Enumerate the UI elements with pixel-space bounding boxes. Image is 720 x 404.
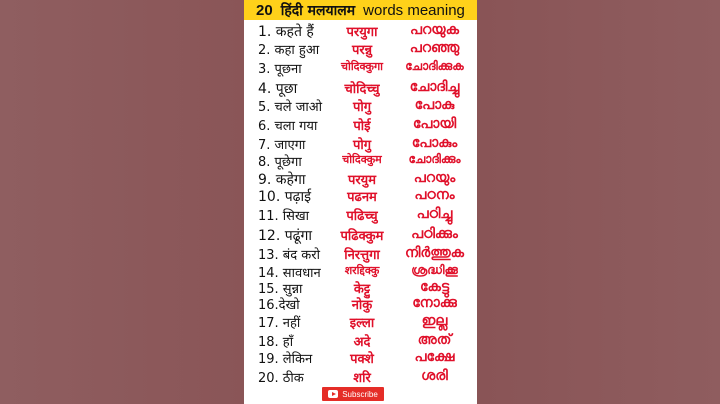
hindi-word: 17. नहीं [258, 316, 301, 331]
blurred-background-left [0, 0, 244, 404]
malayalam-word: പോകും [411, 135, 458, 151]
list-item [244, 152, 477, 170]
transliteration-word: शरि [353, 371, 371, 386]
malayalam-word: പറയും [413, 170, 456, 186]
subscribe-label: Subscribe [342, 389, 378, 399]
transliteration-word: पढिक्कुम [340, 229, 384, 244]
hindi-word: 4. पूछा [258, 81, 298, 97]
transliteration-word: केट्टु [353, 282, 371, 297]
malayalam-word: പക്ഷേ [414, 349, 455, 365]
malayalam-word: കേട്ടു [419, 279, 450, 295]
malayalam-word: ശ്രദ്ധിക്കൂ [411, 263, 458, 277]
transliteration-word: नोकु [351, 298, 373, 313]
subscribe-button[interactable] [321, 386, 385, 402]
hindi-word: 8. पूछेगा [258, 155, 302, 170]
transliteration-word: पोगु [352, 138, 372, 153]
malayalam-word: ഇല്ല [421, 313, 448, 329]
list-item [244, 22, 477, 40]
vocabulary-card [244, 0, 477, 404]
malayalam-word: ചോദിച്ചു [409, 79, 460, 95]
list-item [244, 79, 477, 97]
transliteration-word: पक्शे [350, 352, 374, 367]
hindi-word: 16.देखो [258, 298, 300, 313]
banner-count: 20 [256, 1, 273, 19]
malayalam-word: അത് [417, 332, 452, 348]
blurred-background-right [477, 0, 720, 404]
list-item [244, 59, 477, 77]
hindi-word: 5. चले जाओ [258, 100, 323, 115]
hindi-word: 9. कहेगा [258, 172, 306, 188]
malayalam-word: പഠിച്ചു [416, 206, 453, 222]
hindi-word: 3. पूछना [258, 62, 302, 77]
list-item [244, 116, 477, 134]
malayalam-word: പഠിക്കും [411, 226, 458, 242]
title-banner [244, 0, 477, 20]
list-item [244, 245, 477, 263]
hindi-word: 6. चला गया [258, 119, 318, 134]
list-item [244, 349, 477, 367]
malayalam-word: നോക്കു [412, 295, 457, 311]
hindi-word: 7. जाएगा [258, 138, 306, 153]
transliteration-word: चोदिक्कुम [342, 153, 382, 166]
transliteration-word: पढनम [347, 190, 377, 205]
hindi-word: 13. बंद करो [258, 248, 320, 263]
transliteration-word: परन्नु [351, 43, 373, 58]
transliteration-word: अदे [353, 335, 371, 350]
youtube-play-icon [328, 390, 338, 398]
transliteration-word: पोई [353, 119, 371, 134]
transliteration-word: चोदिच्चु [344, 82, 380, 97]
list-item [244, 170, 477, 188]
list-item [244, 135, 477, 153]
hindi-word: 14. सावधान [258, 266, 321, 281]
malayalam-word: നിർത്തുക [404, 245, 465, 261]
transliteration-word: शरद्दिक्कु [344, 264, 380, 277]
transliteration-word: इल्ला [349, 316, 375, 331]
banner-english: words meaning [363, 1, 465, 19]
banner-hindi: हिंदी मलयालम [280, 2, 356, 19]
hindi-word: 20. ठीक [258, 371, 304, 386]
list-item [244, 97, 477, 115]
hindi-word: 18. हाँ [258, 335, 294, 350]
transliteration-word: चोदिक्कुगा [340, 60, 383, 73]
hindi-word: 12. पढूंगा [258, 228, 313, 244]
transliteration-word: परयुगा [346, 25, 378, 40]
list-item [244, 332, 477, 350]
malayalam-word: പോയി [412, 116, 457, 132]
transliteration-word: निरत्तुगा [344, 248, 380, 263]
hindi-word: 10. पढ़ाई [258, 189, 312, 205]
malayalam-word: പറഞ്ഞു [409, 40, 460, 56]
list-item [244, 295, 477, 313]
list-item [244, 368, 477, 386]
list-item [244, 40, 477, 58]
list-item [244, 313, 477, 331]
malayalam-word: പറയുക [410, 22, 459, 38]
hindi-word: 19. लेकिन [258, 352, 313, 367]
hindi-word: 2. कहा हुआ [258, 43, 320, 58]
hindi-word: 15. सुन्ना [258, 282, 303, 297]
malayalam-word: പഠനം [414, 187, 455, 203]
malayalam-word: ശരി [421, 368, 448, 384]
transliteration-word: पढिच्चु [346, 209, 378, 224]
list-item [244, 187, 477, 205]
malayalam-word: ചോദിക്കുക [405, 59, 464, 73]
hindi-word: 11. सिखा [258, 209, 309, 224]
transliteration-word: पोगु [352, 100, 372, 115]
list-item [244, 226, 477, 244]
transliteration-word: परयुम [347, 173, 376, 188]
list-item [244, 206, 477, 224]
malayalam-word: പോകു [414, 97, 455, 113]
malayalam-word: ചോദിക്കും [408, 152, 461, 166]
hindi-word: 1. कहते हैं [258, 24, 314, 40]
